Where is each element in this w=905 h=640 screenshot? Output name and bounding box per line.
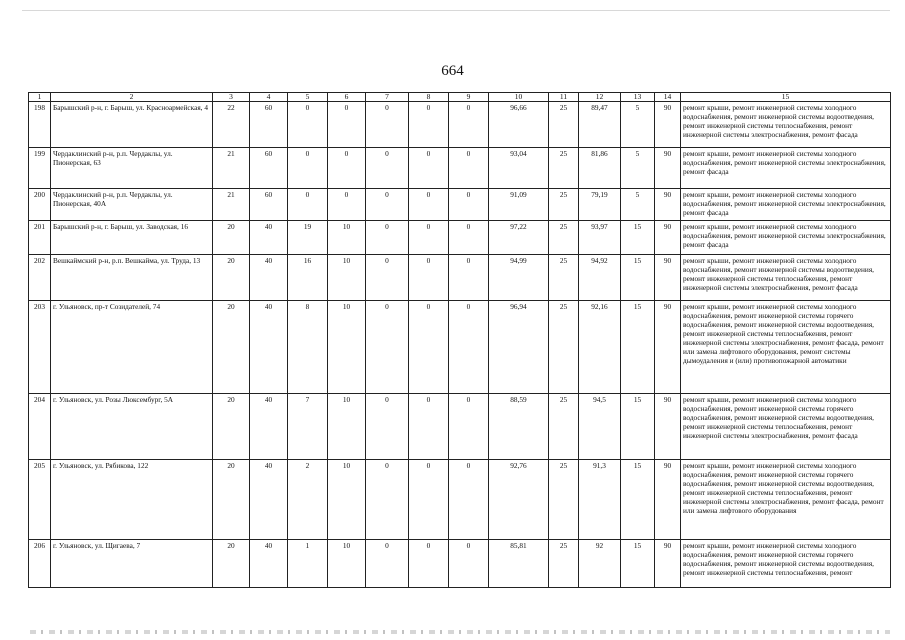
table-row	[29, 460, 891, 540]
table-cell-col-9: 0	[449, 460, 489, 540]
table-header-row	[29, 93, 891, 102]
table-cell-col-7: 0	[366, 394, 409, 460]
table-cell-col-4: 40	[250, 394, 288, 460]
table-cell-col-3: 20	[213, 540, 250, 588]
table-cell-col-9: 0	[449, 255, 489, 301]
table-cell-col-13: 15	[621, 221, 655, 255]
table-cell-col-9: 0	[449, 189, 489, 221]
table-cell-col-4: 60	[250, 189, 288, 221]
table-cell-col-5: 0	[288, 189, 328, 221]
header-col-10: 10	[489, 93, 549, 102]
table-row	[29, 540, 891, 588]
table-cell-col-11: 25	[549, 394, 579, 460]
table-cell-col-11: 25	[549, 221, 579, 255]
table-cell-col-3: 20	[213, 394, 250, 460]
table-cell-col-9: 0	[449, 301, 489, 394]
table-cell-col-6: 0	[328, 102, 366, 148]
table-cell-col-4: 40	[250, 460, 288, 540]
header-col-13: 13	[621, 93, 655, 102]
table-cell-col-5: 16	[288, 255, 328, 301]
table-cell-col-10: 96,66	[489, 102, 549, 148]
table-cell-col-3: 20	[213, 221, 250, 255]
header-col-15: 15	[681, 93, 891, 102]
table-cell-col-10: 93,04	[489, 148, 549, 189]
table-cell-col-8: 0	[409, 394, 449, 460]
table-cell-col-14: 90	[655, 221, 681, 255]
table-cell-col-7: 0	[366, 221, 409, 255]
table-row	[29, 221, 891, 255]
table-cell-col-6: 10	[328, 540, 366, 588]
table-cell-col-2: Чердаклинский р-н, р.п. Чердаклы, ул. Пионерская, 40А	[51, 189, 213, 221]
table-cell-col-14: 90	[655, 189, 681, 221]
table-cell-col-9: 0	[449, 540, 489, 588]
table-cell-col-7: 0	[366, 102, 409, 148]
table-cell-col-8: 0	[409, 148, 449, 189]
table-cell-col-5: 0	[288, 102, 328, 148]
table-cell-col-7: 0	[366, 255, 409, 301]
table-cell-col-8: 0	[409, 540, 449, 588]
table-cell-col-10: 91,09	[489, 189, 549, 221]
header-col-2: 2	[51, 93, 213, 102]
table-cell-col-15: ремонт крыши, ремонт инженерной системы холодного водоснабжения, ремонт инженерной системы горячего водоснабжения, ремонт инженерной системы водоотведения, ремонт инженерной системы теплоснабжения, ремонт инженерной системы электроснабжения, ремонт фасада	[681, 394, 891, 460]
table-cell-col-13: 15	[621, 394, 655, 460]
table-cell-col-15: ремонт крыши, ремонт инженерной системы холодного водоснабжения, ремонт инженерной системы водоотведения, ремонт инженерной системы теплоснабжения, ремонт инженерной системы электроснабжения, ремонт фасада	[681, 102, 891, 148]
table-cell-col-10: 96,94	[489, 301, 549, 394]
table-cell-col-8: 0	[409, 189, 449, 221]
table-cell-col-7: 0	[366, 460, 409, 540]
table-cell-col-9: 0	[449, 102, 489, 148]
table-cell-col-2: г. Ульяновск, ул. Розы Люксембург, 5А	[51, 394, 213, 460]
table-cell-col-14: 90	[655, 460, 681, 540]
table-cell-col-12: 94,92	[579, 255, 621, 301]
top-border-line	[22, 10, 890, 11]
table-cell-col-11: 25	[549, 255, 579, 301]
table-cell-col-8: 0	[409, 255, 449, 301]
table-cell-col-10: 97,22	[489, 221, 549, 255]
table-cell-col-14: 90	[655, 540, 681, 588]
table-cell-col-6: 10	[328, 221, 366, 255]
table-cell-col-2: Барышский р-н, г. Барыш, ул. Красноармейская, 4	[51, 102, 213, 148]
table-cell-col-14: 90	[655, 394, 681, 460]
table-cell-col-1: 204	[29, 394, 51, 460]
table-cell-col-1: 205	[29, 460, 51, 540]
table-cell-col-5: 7	[288, 394, 328, 460]
header-col-8: 8	[409, 93, 449, 102]
table-cell-col-7: 0	[366, 189, 409, 221]
table-cell-col-1: 203	[29, 301, 51, 394]
table-cell-col-10: 88,59	[489, 394, 549, 460]
table-cell-col-5: 19	[288, 221, 328, 255]
table-cell-col-8: 0	[409, 460, 449, 540]
header-col-5: 5	[288, 93, 328, 102]
table-row	[29, 102, 891, 148]
table-cell-col-9: 0	[449, 148, 489, 189]
table-cell-col-11: 25	[549, 102, 579, 148]
header-col-4: 4	[250, 93, 288, 102]
table-cell-col-12: 79,19	[579, 189, 621, 221]
table-cell-col-6: 0	[328, 189, 366, 221]
table-cell-col-8: 0	[409, 301, 449, 394]
scan-artifact-strip	[30, 630, 890, 634]
table-cell-col-13: 5	[621, 148, 655, 189]
table-cell-col-13: 15	[621, 460, 655, 540]
table-cell-col-6: 0	[328, 148, 366, 189]
table-cell-col-11: 25	[549, 460, 579, 540]
table-cell-col-1: 202	[29, 255, 51, 301]
table-cell-col-4: 40	[250, 221, 288, 255]
table-cell-col-2: Барышский р-н, г. Барыш, ул. Заводская, 16	[51, 221, 213, 255]
table-cell-col-6: 10	[328, 394, 366, 460]
table-cell-col-5: 8	[288, 301, 328, 394]
header-col-3: 3	[213, 93, 250, 102]
table-cell-col-14: 90	[655, 301, 681, 394]
table-cell-col-2: Чердаклинский р-н, р.п. Чердаклы, ул. Пионерская, 63	[51, 148, 213, 189]
repair-table	[28, 92, 891, 588]
table-cell-col-12: 91,3	[579, 460, 621, 540]
table-cell-col-12: 93,97	[579, 221, 621, 255]
table-cell-col-7: 0	[366, 301, 409, 394]
table-cell-col-6: 10	[328, 255, 366, 301]
table-cell-col-14: 90	[655, 148, 681, 189]
table-cell-col-10: 85,81	[489, 540, 549, 588]
table-cell-col-3: 21	[213, 148, 250, 189]
table-cell-col-8: 0	[409, 221, 449, 255]
table-cell-col-5: 2	[288, 460, 328, 540]
table-cell-col-3: 20	[213, 255, 250, 301]
table-cell-col-1: 206	[29, 540, 51, 588]
table-cell-col-2: г. Ульяновск, пр-т Созидателей, 74	[51, 301, 213, 394]
table-cell-col-10: 92,76	[489, 460, 549, 540]
table-cell-col-1: 199	[29, 148, 51, 189]
table-cell-col-2: г. Ульяновск, ул. Щигаева, 7	[51, 540, 213, 588]
table-row	[29, 394, 891, 460]
table-cell-col-2: Вешкаймский р-н, р.п. Вешкайма, ул. Труда, 13	[51, 255, 213, 301]
table-cell-col-11: 25	[549, 189, 579, 221]
table-cell-col-4: 60	[250, 148, 288, 189]
table-cell-col-5: 0	[288, 148, 328, 189]
table-cell-col-14: 90	[655, 102, 681, 148]
table-cell-col-12: 89,47	[579, 102, 621, 148]
header-col-11: 11	[549, 93, 579, 102]
table-cell-col-7: 0	[366, 148, 409, 189]
table-cell-col-13: 5	[621, 102, 655, 148]
table-cell-col-9: 0	[449, 221, 489, 255]
table-cell-col-4: 40	[250, 255, 288, 301]
table-cell-col-12: 92	[579, 540, 621, 588]
header-col-6: 6	[328, 93, 366, 102]
table-cell-col-12: 81,86	[579, 148, 621, 189]
table-cell-col-3: 21	[213, 189, 250, 221]
table-cell-col-12: 92,16	[579, 301, 621, 394]
table-cell-col-4: 40	[250, 301, 288, 394]
table-cell-col-13: 5	[621, 189, 655, 221]
table-cell-col-3: 20	[213, 460, 250, 540]
table-row	[29, 301, 891, 394]
table-cell-col-11: 25	[549, 301, 579, 394]
table-cell-col-9: 0	[449, 394, 489, 460]
header-col-14: 14	[655, 93, 681, 102]
table-cell-col-7: 0	[366, 540, 409, 588]
table-row	[29, 189, 891, 221]
table-cell-col-14: 90	[655, 255, 681, 301]
table-cell-col-10: 94,99	[489, 255, 549, 301]
table-cell-col-13: 15	[621, 540, 655, 588]
table-cell-col-1: 198	[29, 102, 51, 148]
table-cell-col-15: ремонт крыши, ремонт инженерной системы холодного водоснабжения, ремонт инженерной системы электроснабжения, ремонт фасада	[681, 148, 891, 189]
header-col-1: 1	[29, 93, 51, 102]
table-cell-col-6: 10	[328, 460, 366, 540]
table-cell-col-13: 15	[621, 255, 655, 301]
table-cell-col-3: 22	[213, 102, 250, 148]
table-cell-col-4: 40	[250, 540, 288, 588]
table-cell-col-15: ремонт крыши, ремонт инженерной системы холодного водоснабжения, ремонт инженерной системы горячего водоснабжения, ремонт инженерной системы водоотведения, ремонт инженерной системы теплоснабжения, ремонт инженерной системы электроснабжения, ремонт фасада, ремонт или замена лифтового оборудования	[681, 460, 891, 540]
table-cell-col-8: 0	[409, 102, 449, 148]
table-cell-col-5: 1	[288, 540, 328, 588]
header-col-9: 9	[449, 93, 489, 102]
table-cell-col-4: 60	[250, 102, 288, 148]
header-col-12: 12	[579, 93, 621, 102]
table-cell-col-15: ремонт крыши, ремонт инженерной системы холодного водоснабжения, ремонт инженерной системы электроснабжения, ремонт фасада	[681, 221, 891, 255]
table-cell-col-2: г. Ульяновск, ул. Рябикова, 122	[51, 460, 213, 540]
table-cell-col-1: 201	[29, 221, 51, 255]
table-cell-col-3: 20	[213, 301, 250, 394]
table-cell-col-1: 200	[29, 189, 51, 221]
table-cell-col-15: ремонт крыши, ремонт инженерной системы холодного водоснабжения, ремонт инженерной системы электроснабжения, ремонт фасада	[681, 189, 891, 221]
table-cell-col-15: ремонт крыши, ремонт инженерной системы холодного водоснабжения, ремонт инженерной системы горячего водоснабжения, ремонт инженерной системы водоотведения, ремонт инженерной системы теплоснабжения, ремонт	[681, 540, 891, 588]
page-number: 664	[441, 63, 464, 79]
table-cell-col-12: 94,5	[579, 394, 621, 460]
table-cell-col-15: ремонт крыши, ремонт инженерной системы холодного водоснабжения, ремонт инженерной системы водоотведения, ремонт инженерной системы теплоснабжения, ремонт инженерной системы электроснабжения, ремонт фасада	[681, 255, 891, 301]
table-cell-col-11: 25	[549, 148, 579, 189]
table-row	[29, 255, 891, 301]
table-row	[29, 148, 891, 189]
table-cell-col-13: 15	[621, 301, 655, 394]
table-cell-col-6: 10	[328, 301, 366, 394]
header-col-7: 7	[366, 93, 409, 102]
table-cell-col-15: ремонт крыши, ремонт инженерной системы холодного водоснабжения, ремонт инженерной системы горячего водоснабжения, ремонт инженерной системы водоотведения, ремонт инженерной системы теплоснабжения, ремонт инженерной системы электроснабжения, ремонт фасада, ремонт или замена лифтового оборудования, ремонт системы дымоудаления и (или) противопожарной автоматики	[681, 301, 891, 394]
table-cell-col-11: 25	[549, 540, 579, 588]
